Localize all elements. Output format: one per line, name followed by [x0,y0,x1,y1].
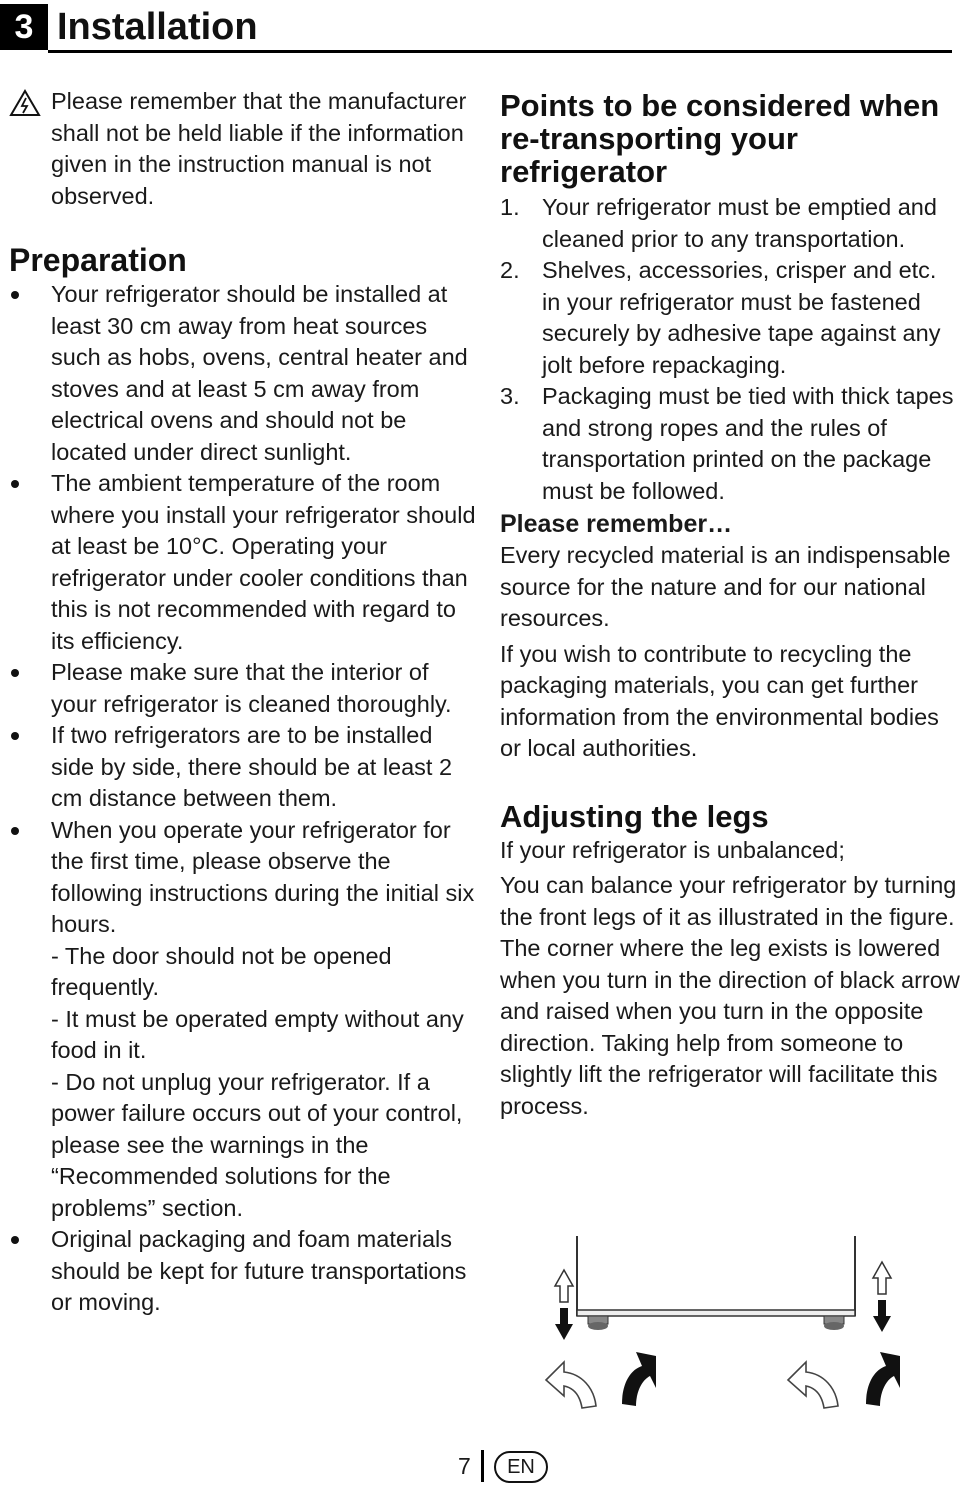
list-item [500,255,960,381]
list-item: Please make sure that the interior of your refrigerator is cleaned thoroughly. [9,657,477,720]
footer-divider [481,1450,484,1482]
list-item [500,192,960,255]
left-column [9,86,477,1319]
first-time-subitem: - It must be operated empty without any food in it. [51,1005,464,1063]
clockwise-black-arrow-icon [866,1352,900,1406]
transport-heading: Points to be considered when re-transporting your refrigerator [500,88,940,189]
right-column [500,86,960,1122]
step-text: Your refrigerator must be emptied and cleaned prior to any transportation. [542,194,937,252]
preparation-list [9,279,477,1319]
list-item: If two refrigerators are to be installed side by side, there should be at least 2 cm distance between them. [9,720,477,815]
step-text: Packaging must be tied with thick tapes and strong ropes and the rules of transportation printed on the package must be followed. [542,383,954,504]
warning-triangle-icon [9,89,41,117]
leg-adjustment-illustration [530,1228,920,1428]
step-number: 2. [500,257,520,283]
preparation-heading: Preparation [9,242,187,278]
page-header [0,0,952,56]
first-time-subitem: - The door should not be opened frequently. [51,942,392,1000]
chapter-title: Installation [57,6,258,48]
list-item: Your refrigerator should be installed at least 30 cm away from heat sources such as hobs, ovens, central heater and stoves and at least 5 cm away from electrical ovens and should not be located under direct sunlight. [9,279,477,468]
counterclockwise-outline-arrow-icon [788,1362,838,1408]
legs-intro: If your refrigerator is unbalanced; [500,836,845,863]
recycling-paragraph: Every recycled material is an indispensable source for the nature and for our national resources. [500,542,951,631]
recycling-info-paragraph: If you wish to contribute to recycling the packaging materials, you can get further information from the environmental bodies or local authorities. [500,640,939,761]
header-rule [48,50,952,53]
first-time-subitem: - Do not unplug your refrigerator. If a power failure occurs out of your control, please see the warnings in the “Recommended solutions for the problems” section. [51,1068,463,1221]
warning-text: Please remember that the manufacturer shall not be held liable if the information given in the instruction manual is not observed. [51,88,467,209]
page-number: 7 [458,1453,471,1479]
please-remember-heading: Please remember… [500,510,733,538]
warning-note [9,86,477,212]
lower-arrow-icon [555,1308,573,1340]
list-item [500,381,960,507]
raise-arrow-icon [873,1262,891,1294]
transport-steps [500,192,960,507]
lower-arrow-icon [873,1300,891,1332]
chapter-number: 3 [0,4,48,50]
list-item: Original packaging and foam materials should be kept for future transportations or moving. [9,1224,477,1319]
list-item: When you operate your refrigerator for the first time, please observe the following instructions during the initial six hours. - The door should not be opened frequently. - It must be operated empty without any food in it. - Do not unplug your refrigerator. If a power failure occurs out of your control, please see the warnings in the “Recommended solutions for the problems” section. [9,815,477,1225]
legs-body: You can balance your refrigerator by turning the front legs of it as illustrated in the figure. The corner where the leg exists is lowered when you turn in the direction of black arrow and raised when you turn in the opposite direction. Taking help from someone to slightly lift the refrigerator will facilitate this process. [500,872,960,1119]
step-number: 3. [500,383,520,409]
step-text: Shelves, accessories, crisper and etc. in your refrigerator must be fastened securely by adhesive tape against any jolt before repackaging. [542,257,941,378]
raise-arrow-icon [555,1270,573,1302]
clockwise-black-arrow-icon [622,1352,656,1406]
adjusting-legs-heading: Adjusting the legs [500,798,769,834]
step-number: 1. [500,194,520,220]
counterclockwise-outline-arrow-icon [546,1362,596,1408]
language-badge: EN [494,1451,548,1483]
list-item: The ambient temperature of the room where you install your refrigerator should at least be 10°C. Operating your refrigerator under cooler conditions than this is not recommended with regard to its efficiency. [9,468,477,657]
page-footer [0,1446,960,1486]
